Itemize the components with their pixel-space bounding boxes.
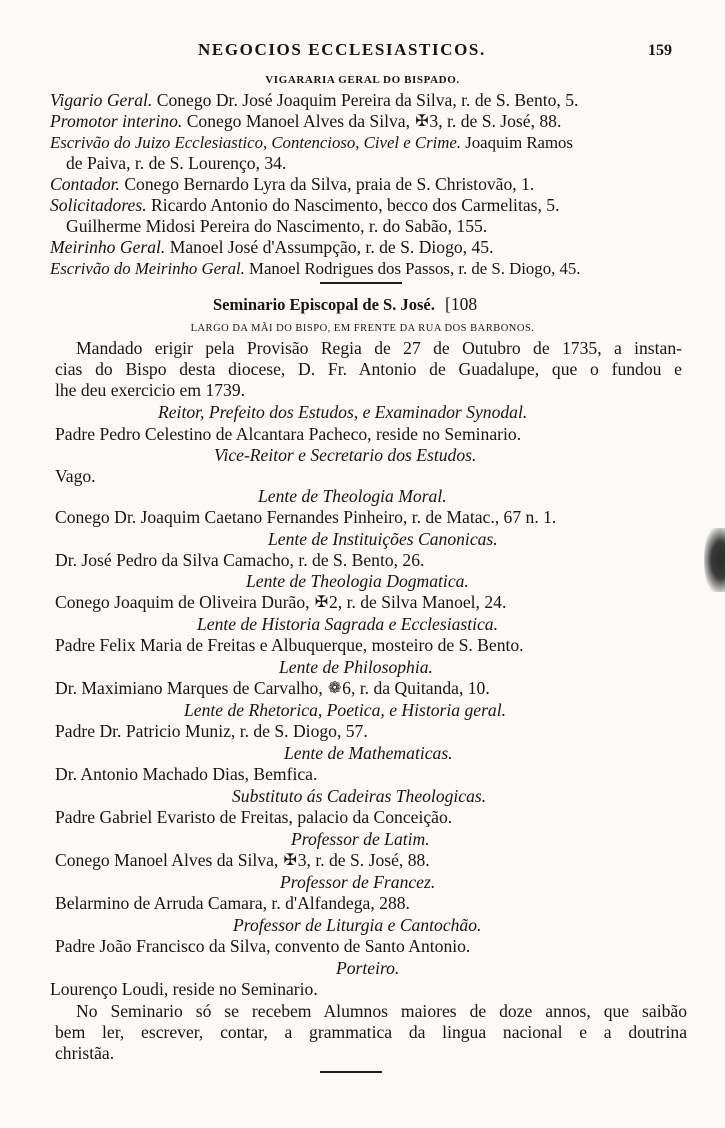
- intro-line-1: Mandado erigir pela Provisão Regia de 27 de Outubro de 1735, a instan-: [76, 338, 682, 358]
- lente-subject: Professor de Francez.: [280, 872, 436, 892]
- entry-text: Conego Bernardo Lyra da Silva, praia de S. Christovão, 1.: [124, 174, 535, 194]
- vice-reitor-holder: Vago.: [55, 466, 96, 486]
- lente-subject: Professor de Liturgia e Cantochão.: [233, 915, 482, 935]
- role-label: Meirinho Geral.: [50, 237, 166, 257]
- vigararia-heading: VIGARARIA GERAL DO BISPADO.: [265, 74, 460, 86]
- entry-text: Conego Manoel Alves da Silva,: [186, 111, 411, 131]
- role-label: Contador.: [50, 174, 120, 194]
- entry-text: Joaquim Ramos: [465, 133, 573, 152]
- reitor-heading: Reitor, Prefeito dos Estudos, e Examinador Synodal.: [158, 402, 528, 422]
- section-divider: [320, 282, 402, 284]
- lente-holder: [55, 850, 430, 871]
- intro-line-3: lhe deu exercicio em 1739.: [55, 380, 246, 400]
- role-label: Vigario Geral.: [50, 90, 153, 110]
- entry-text: Ricardo Antonio do Nascimento, becco dos Carmelitas, 5.: [151, 195, 560, 215]
- lente-holder: [55, 592, 506, 613]
- contador-line: [50, 174, 534, 195]
- lente-subject: Lente de Philosophia.: [279, 657, 433, 677]
- holder-name: Conego Joaquim de Oliveira Durão,: [55, 592, 310, 612]
- running-title: NEGOCIOS ECCLESIASTICOS.: [198, 40, 486, 59]
- vigario-geral-line: [50, 90, 578, 111]
- holder-address: 2, r. de Silva Manoel, 24.: [328, 592, 507, 612]
- seminario-title-text: Seminario Episcopal de S. José.: [213, 295, 435, 314]
- order-of-christ-cross-icon: ✠: [314, 594, 329, 611]
- lente-subject: Substituto ás Cadeiras Theologicas.: [232, 786, 487, 806]
- lente-subject: Porteiro.: [336, 958, 400, 978]
- solicitadores-continuation: Guilherme Midosi Pereira do Nascimento, r. do Sabão, 155.: [66, 216, 488, 236]
- lente-holder: Conego Dr. Joaquim Caetano Fernandes Pinheiro, r. de Matac., 67 n. 1.: [55, 507, 557, 527]
- lente-subject: Lente de Theologia Dogmatica.: [246, 571, 469, 591]
- role-label: Escrivão do Juizo Ecclesiastico, Contencioso, Civel e Crime.: [50, 133, 462, 152]
- order-of-christ-cross-icon: ✠: [415, 113, 429, 130]
- role-label: Promotor interino.: [50, 111, 183, 131]
- meirinho-line: [50, 237, 493, 258]
- lente-subject: Lente de Instituições Canonicas.: [268, 529, 498, 549]
- lente-holder: Padre Gabriel Evaristo de Freitas, palacio da Conceição.: [55, 807, 453, 827]
- vice-reitor-heading: Vice-Reitor e Secretario dos Estudos.: [214, 445, 477, 465]
- holder-address: 6, r. da Quitanda, 10.: [342, 678, 490, 698]
- lente-holder: [55, 678, 490, 699]
- closing-line-2: bem ler, escrever, contar, a grammatica da lingua nacional e a doutrina: [55, 1022, 687, 1042]
- lente-subject: Lente de Theologia Moral.: [258, 486, 447, 506]
- lente-subject: Lente de Historia Sagrada e Ecclesiastica.: [197, 614, 499, 634]
- entry-text: Manoel Rodrigues dos Passos, r. de S. Diogo, 45.: [249, 259, 581, 278]
- lente-holder: Dr. Antonio Machado Dias, Bemfica.: [55, 764, 318, 784]
- escrivao-meirinho-line: [50, 258, 580, 279]
- solicitadores-line: [50, 195, 559, 216]
- lente-subject: Professor de Latim.: [291, 829, 430, 849]
- lente-holder: Belarmino de Arruda Camara, r. d'Alfandega, 288.: [55, 893, 410, 913]
- holder-address: 3, r. de S. José, 88.: [297, 850, 430, 870]
- order-of-the-rose-icon: ❁: [327, 680, 342, 697]
- lente-subject: Lente de Mathematicas.: [284, 743, 453, 763]
- role-label: Solicitadores.: [50, 195, 147, 215]
- reitor-holder: Padre Pedro Celestino de Alcantara Pacheco, reside no Seminario.: [55, 424, 522, 444]
- lente-holder: Dr. José Pedro da Silva Camacho, r. de S. Bento, 26.: [55, 550, 425, 570]
- page-number: 159: [648, 42, 672, 59]
- entry-text: 3, r. de S. José, 88.: [429, 111, 562, 131]
- entry-text: Manoel José d'Assumpção, r. de S. Diogo, 45.: [169, 237, 494, 257]
- order-of-christ-cross-icon: ✠: [283, 852, 297, 869]
- entry-text: Conego Dr. José Joaquim Pereira da Silva, r. de S. Bento, 5.: [156, 90, 579, 110]
- promotor-line: [50, 111, 561, 132]
- ink-smudge: [704, 528, 725, 592]
- lente-holder: Padre Felix Maria de Freitas e Albuquerque, mosteiro de S. Bento.: [55, 635, 524, 655]
- intro-line-2: cias do Bispo desta diocese, D. Fr. Antonio de Guadalupe, que o fundou e: [55, 359, 682, 379]
- escrivao-juizo-line: [50, 132, 573, 153]
- seminario-location: LARGO DA MÃI DO BISPO, EM FRENTE DA RUA DOS BARBONOS.: [190, 323, 535, 334]
- lente-holder: Padre Dr. Patricio Muniz, r. de S. Diogo, 57.: [55, 721, 368, 741]
- closing-line-1: No Seminario só se recebem Alumnos maiores de doze annos, que saibão: [76, 1001, 687, 1021]
- lente-holder: Lourenço Loudi, reside no Seminario.: [50, 979, 318, 999]
- end-divider: [320, 1071, 382, 1073]
- holder-name: Conego Manoel Alves da Silva,: [55, 850, 279, 870]
- seminario-count: [108: [444, 294, 478, 314]
- lente-subject: Lente de Rhetorica, Poetica, e Historia geral.: [184, 700, 506, 720]
- escrivao-juizo-continuation: de Paiva, r. de S. Lourenço, 34.: [66, 153, 287, 173]
- lente-holder: Padre João Francisco da Silva, convento de Santo Antonio.: [55, 936, 471, 956]
- closing-line-3: christãa.: [55, 1043, 115, 1063]
- holder-name: Dr. Maximiano Marques de Carvalho,: [55, 678, 323, 698]
- seminario-title: [213, 294, 477, 315]
- role-label: Escrivão do Meirinho Geral.: [50, 259, 245, 278]
